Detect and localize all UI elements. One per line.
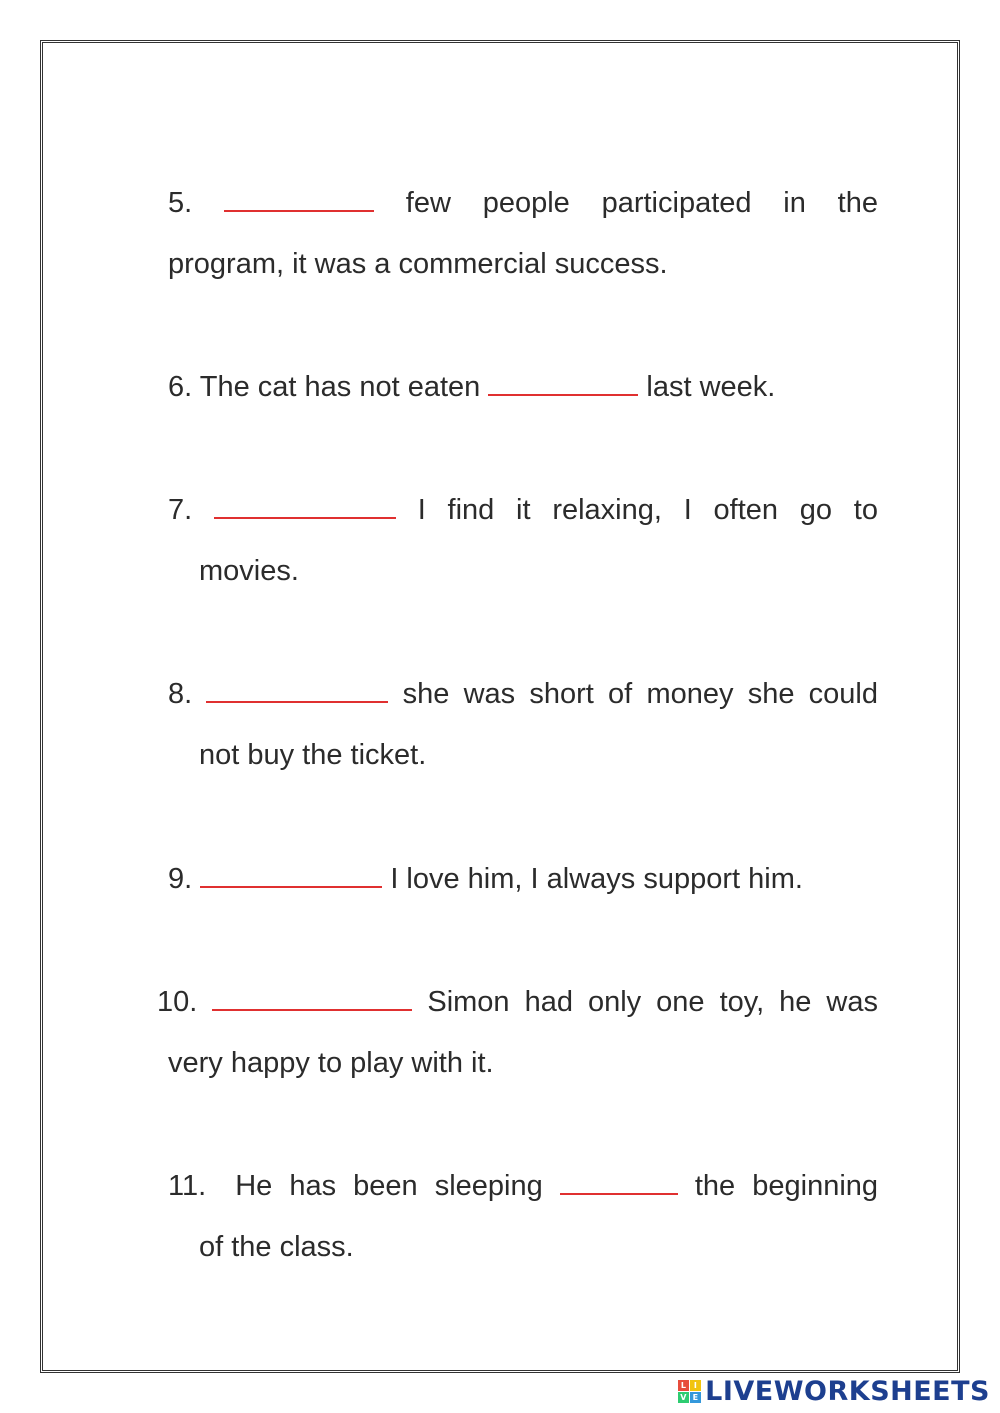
question-text-continued: of the class. (199, 1231, 354, 1263)
question-text: He has been sleeping (235, 1170, 543, 1202)
question-text-continued: not buy the ticket. (199, 739, 427, 771)
question-11 (168, 1156, 878, 1278)
question-text: I find it relaxing, I often go to (417, 494, 878, 526)
question-text: she was short of money she could (402, 678, 878, 710)
question-text: the beginning (694, 1170, 879, 1202)
question-text: few people participated in the (405, 187, 878, 219)
question-9 (168, 849, 878, 910)
question-number: 10. (157, 986, 198, 1018)
question-10 (157, 972, 878, 1094)
answer-blank[interactable] (206, 679, 388, 703)
answer-blank[interactable] (560, 1171, 678, 1195)
answer-blank[interactable] (214, 495, 396, 519)
question-number: 9. (168, 863, 193, 895)
question-number: 8. (168, 678, 193, 710)
answer-blank[interactable] (200, 864, 382, 888)
logo-text: LIVEWORKSHEETS (705, 1376, 990, 1407)
question-number: 7. (168, 494, 193, 526)
question-number: 6. (168, 371, 193, 403)
question-number: 5. (168, 187, 193, 219)
question-5 (168, 173, 878, 295)
question-8 (168, 664, 878, 786)
question-7 (168, 480, 878, 602)
logo-mark-icon: L I V E (678, 1380, 701, 1403)
question-text: The cat has not eaten (199, 371, 481, 403)
answer-blank[interactable] (488, 372, 638, 396)
liveworksheets-logo[interactable] (678, 1376, 990, 1407)
answer-blank[interactable] (212, 987, 412, 1011)
question-text: last week. (646, 371, 776, 403)
question-6 (168, 357, 878, 418)
question-text: Simon had only one toy, he was (427, 986, 878, 1018)
question-text-continued: very happy to play with it. (168, 1047, 494, 1079)
question-text-continued: movies. (199, 555, 299, 587)
question-text-continued: program, it was a commercial success. (168, 248, 668, 280)
question-text: I love him, I always support him. (390, 863, 803, 895)
answer-blank[interactable] (224, 188, 374, 212)
question-number: 11. (168, 1170, 207, 1202)
